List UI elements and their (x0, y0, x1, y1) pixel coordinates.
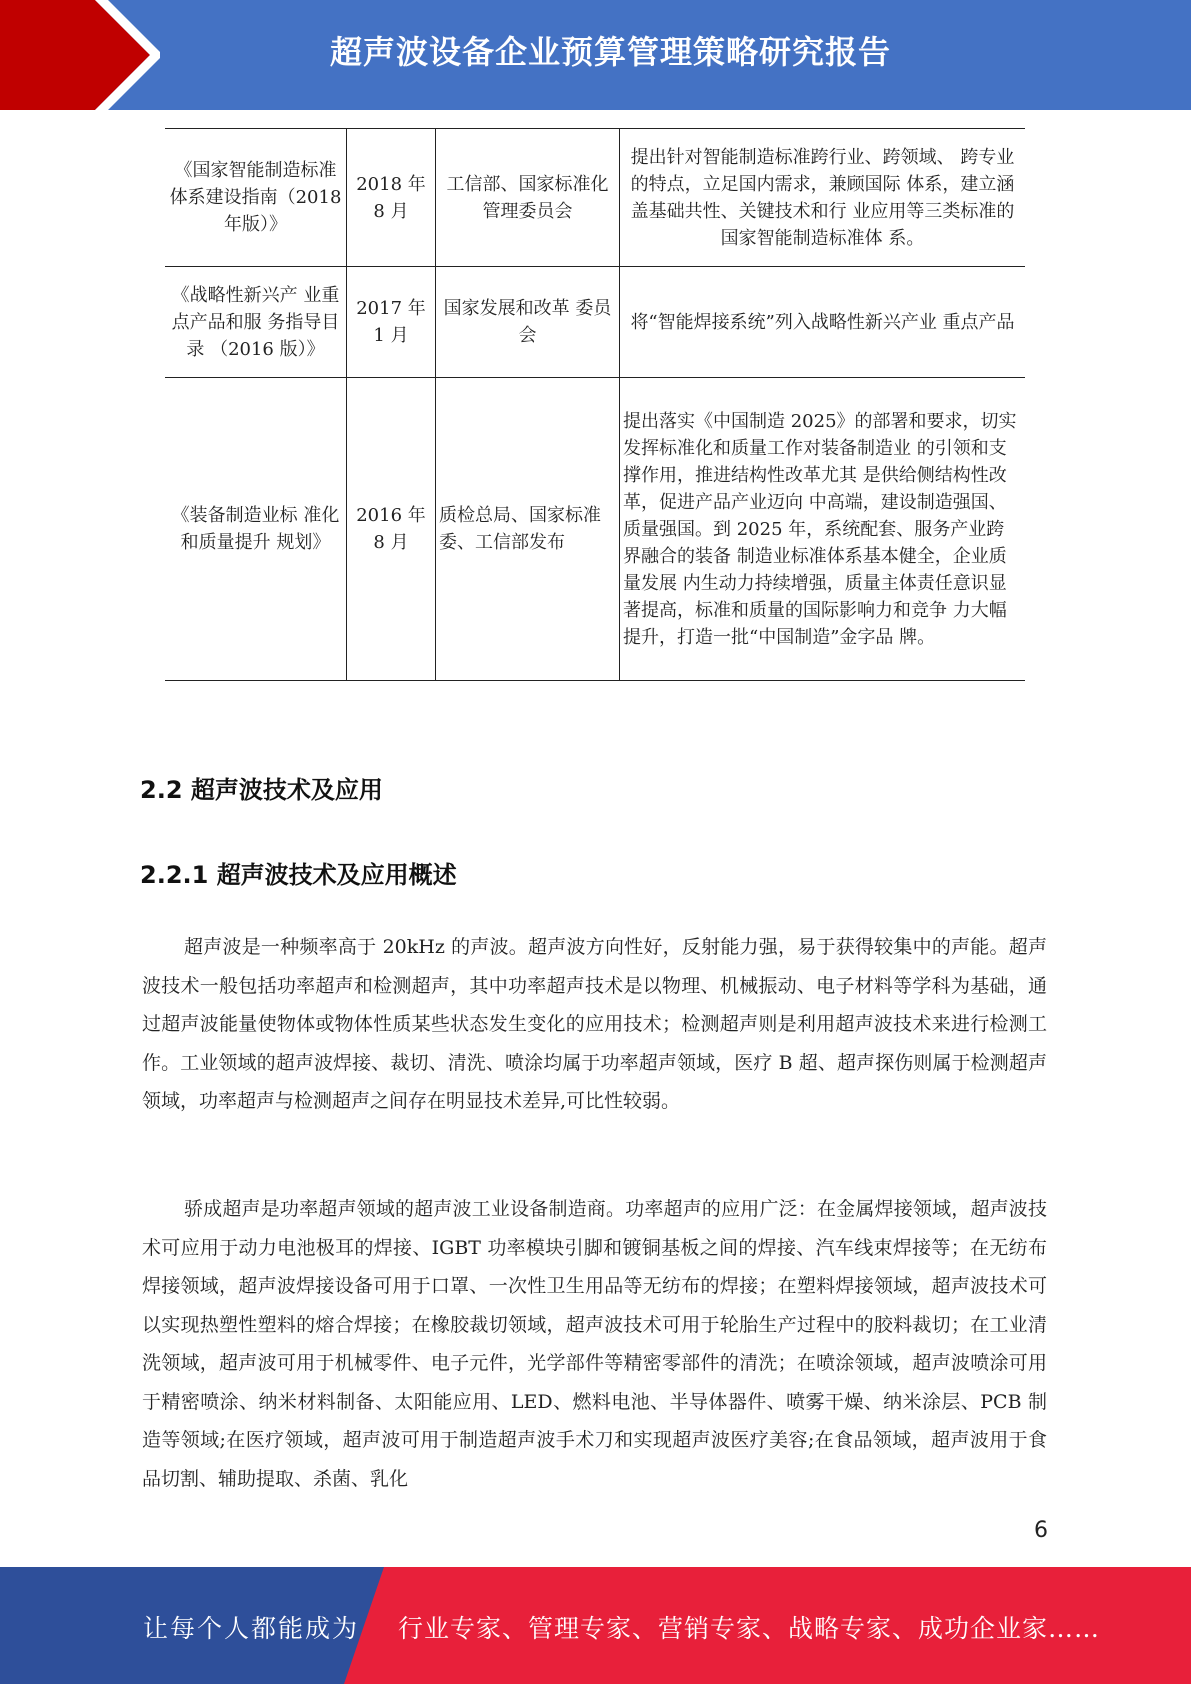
table-row (165, 378, 1025, 681)
table-row (165, 267, 1025, 378)
policy-desc-cell: 将“智能焊接系统”列入战略性新兴产业 重点产品 (620, 267, 1026, 378)
policy-desc-cell: 提出针对智能制造标准跨行业、跨领域、 跨专业的特点，立足国内需求，兼顾国际 体系，建立涵盖基础共性、关键技术和行 业应用等三类标准的国家智能制造标准体 系。 (620, 129, 1026, 267)
policy-name-cell: 《国家智能制造标准体系建设指南（2018 年版）》 (165, 129, 347, 267)
table-row (165, 129, 1025, 267)
body-paragraph: 骄成超声是功率超声领域的超声波工业设备制造商。功率超声的应用广泛：在金属焊接领域，超声波技术可应用于动力电池极耳的焊接、IGBT 功率模块引脚和镀铜基板之间的焊接、汽车线束焊接等；在无纺布焊接领域，超声波焊接设备可用于口罩、一次性卫生用品等无纺布的焊接；在塑料焊接领域，超声波技术可以实现热塑性塑料的熔合焊接；在橡胶裁切领域，超声波技术可用于轮胎生产过程中的胶料裁切；在工业清洗领域，超声波可用于机械零件、电子元件，光学部件等精密零部件的清洗；在喷涂领域，超声波喷涂可用于精密喷涂、纳米材料制备、太阳能应用、LED、燃料电池、半导体器件、喷雾干燥、纳米涂层、PCB 制造等领域;在医疗领域，超声波可用于制造超声波手术刀和实现超声波医疗美容;在食品领域，超声波用于食品切割、辅助提取、杀菌、乳化 (142, 1198, 1047, 1490)
subsection-heading: 2.2.1 超声波技术及应用概述 (140, 861, 457, 889)
policy-dept-cell: 国家发展和改革 委员会 (436, 267, 620, 378)
policy-name-cell: 《装备制造业标 准化和质量提升 规划》 (165, 378, 347, 681)
policy-dept-cell: 工信部、国家标准化管理委员会 (436, 129, 620, 267)
header-arrow-decoration (0, 0, 160, 110)
footer-slogan-right: 行业专家、管理专家、营销专家、战略专家、成功企业家…… (398, 1614, 1101, 1643)
policy-date-cell: 2018 年 8 月 (347, 129, 436, 267)
policy-date-cell: 2016 年 8 月 (347, 378, 436, 681)
policy-dept-cell: 质检总局、国家标准委、工信部发布 (436, 378, 620, 681)
page-header (0, 0, 1191, 110)
footer-slogan-left: 让每个人都能成为 (143, 1614, 360, 1643)
page-footer (0, 1567, 1191, 1684)
report-title: 超声波设备企业预算管理策略研究报告 (329, 33, 891, 71)
policy-name-cell: 《战略性新兴产 业重点产品和服 务指导目录 （2016 版）》 (165, 267, 347, 378)
section-heading: 2.2 超声波技术及应用 (140, 776, 383, 804)
policy-desc-cell: 提出落实《中国制造 2025》的部署和要求，切实发挥标准化和质量工作对装备制造业 的引领和支撑作用，推进结构性改革尤其 是供给侧结构性改革，促进产品产业迈向 中高端，建设制造强国、质量强国。到 2025 年，系统配套、服务产业跨界融合的装备 制造业标准体系基本健全，企业质量发展 内生动力持续增强，质量主体责任意识显 著提高，标准和质量的国际影响力和竞争 力大幅提升，打造一批“中国制造”金字品 牌。 (620, 378, 1026, 681)
body-paragraph: 超声波是一种频率高于 20kHz 的声波。超声波方向性好，反射能力强，易于获得较集中的声能。超声波技术一般包括功率超声和检测超声，其中功率超声技术是以物理、机械振动、电子材料等学科为基础，通过超声波能量使物体或物体性质某些状态发生变化的应用技术；检测超声则是利用超声波技术来进行检测工作。工业领域的超声波焊接、裁切、清洗、喷涂均属于功率超声领域，医疗 B 超、超声探伤则属于检测超声领域，功率超声与检测超声之间存在明显技术差异,可比性较弱。 (142, 936, 1047, 1112)
page-number: 6 (1034, 1518, 1048, 1543)
policy-table (165, 128, 1025, 681)
policy-date-cell: 2017 年 1 月 (347, 267, 436, 378)
